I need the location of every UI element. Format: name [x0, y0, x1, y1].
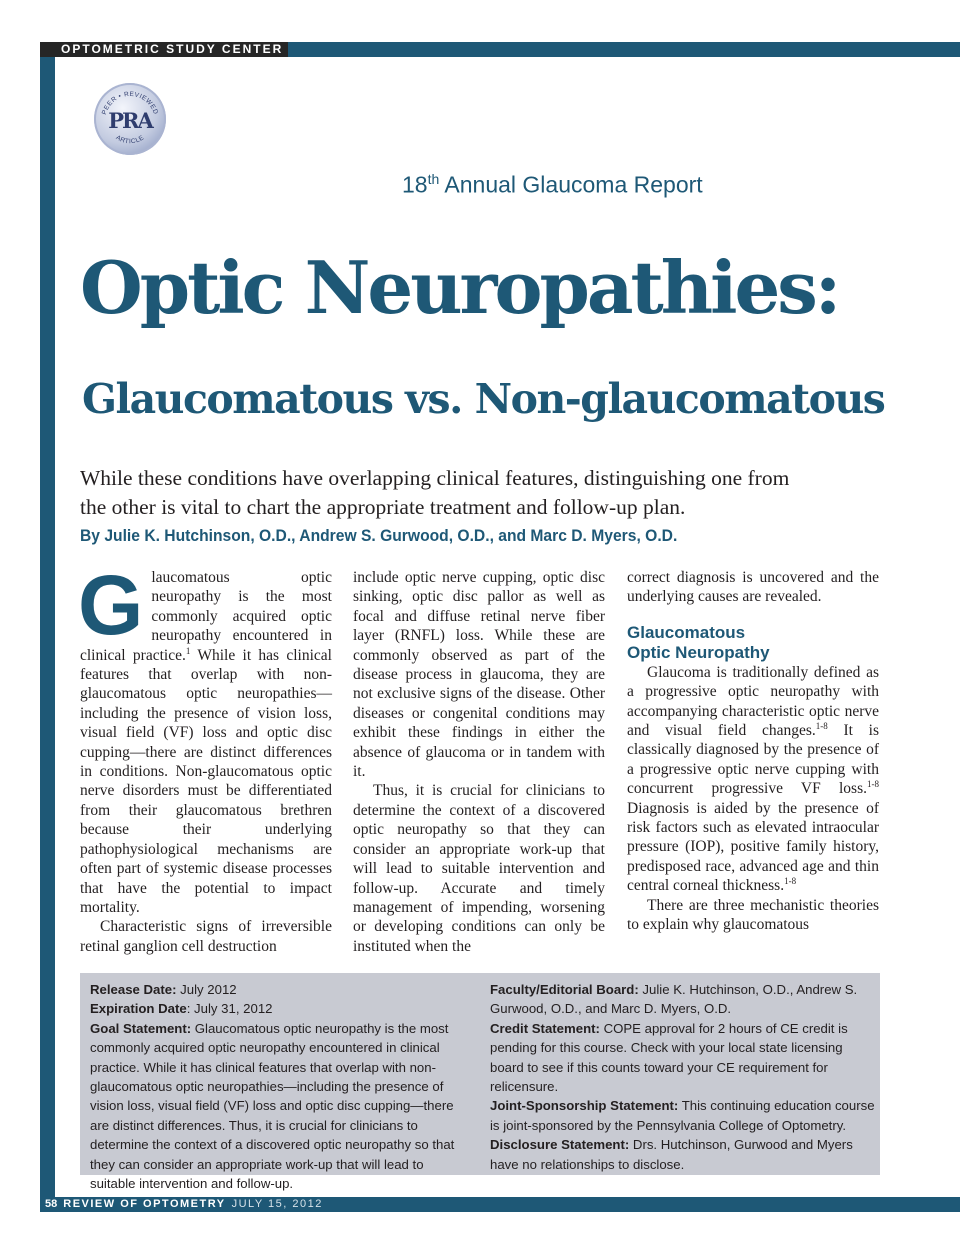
article-subtitle: Glaucomatous vs. Non-glaucomatous — [82, 375, 885, 423]
paragraph — [627, 663, 879, 896]
intro-paragraph — [78, 558, 332, 917]
faculty-board — [490, 980, 875, 1019]
expiration-date-label: Expiration Date — [90, 1001, 187, 1017]
section-label: OPTOMETRIC STUDY CENTER — [40, 42, 288, 57]
body-column-1 — [78, 558, 332, 956]
section-heading-line-2: Optic Neuropathy — [627, 642, 770, 662]
disclosure-statement-value: Drs. Hutchinson, Gurwood and Myers have no relationships to disclose. — [490, 1137, 853, 1172]
faculty-board-value: Julie K. Hutchinson, O.D., Andrew S. Gurwood, O.D., and Marc D. Myers, O.D. — [490, 982, 858, 1017]
reference-marker: 1 — [185, 645, 191, 656]
release-date-label: Release Date: — [90, 982, 177, 997]
paragraph: Thus, it is crucial for clinicians to determine the context of a discovered optic neuropathy so that they can consider an appropriate work-up that will lead to suitable intervention and follow-up. Accurate and timely management of impending, worsening or developing conditions can only be instituted when the — [353, 782, 605, 955]
issue-date: JULY 15, 2012 — [231, 1198, 323, 1210]
faculty-board-label: Faculty/Editorial Board: — [490, 982, 639, 997]
paragraph-text: It is classically diagnosed by the presence of a progressive optic nerve cupping with concurrent progressive VF loss. — [627, 722, 880, 798]
goal-statement-label: Goal Statement: — [90, 1020, 192, 1036]
badge-arc-bottom: ARTICLE — [114, 134, 146, 146]
report-number: 18 — [402, 171, 428, 198]
reference-marker: 1-8 — [815, 721, 828, 732]
disclosure-statement-label: Disclosure Statement: — [490, 1137, 630, 1153]
release-date-value: July 2012 — [176, 982, 237, 997]
reference-marker: 1-8 — [867, 779, 879, 790]
report-name: Annual Glaucoma Report — [439, 171, 703, 198]
badge-emblem — [94, 83, 166, 155]
left-rule — [40, 57, 55, 1197]
paragraph: include optic nerve cupping, optic disc sinking, optic disc pallor as well as focal and diffuse retinal nerve fiber layer (RNFL) loss. While these are commonly observed as part of the disease process in glaucoma, they are not exclusive signs of the disease. Other diseases or congenital conditions may exhibit these findings in either the absence of glaucoma or in tandem with it. — [353, 569, 605, 781]
section-heading — [627, 623, 879, 663]
svg-text:ARTICLE — [115, 134, 146, 145]
intro-text: laucomatous optic neuropathy is the most commonly acquired optic neuropathy encountered in clinical practice. — [80, 569, 332, 664]
credit-statement-label: Credit Statement: — [490, 1020, 600, 1036]
paragraph-text: Diagnosis is aided by the presence of risk factors such as elevated intraocular pressure (IOP), positive family history, predisposed race, advanced age and thin central corneal thickness. — [627, 799, 879, 895]
peer-reviewed-badge — [94, 83, 166, 155]
release-date — [90, 980, 470, 999]
intro-text-continued: While it has clinical features that overlap with non-glaucomatous optic neuropathies—including the presence of vision loss, visual field (VF) loss and optic disc cupping—there are distinct differences in conditions. Non-glaucomatous optic nerve disorders must be differentiated from their glaucomatous brethren because their underlying pathophysiological mechanisms are often part of systemic disease processes that have the potential to impact mortality. — [80, 646, 332, 916]
credit-statement — [490, 1019, 875, 1097]
ce-info-left — [90, 980, 470, 1193]
report-ordinal: th — [427, 171, 440, 187]
badge-monogram: PRA — [108, 108, 152, 133]
section-heading-line-1: Glaucomatous — [627, 622, 746, 642]
goal-statement-value: Glaucomatous optic neuropathy is the most commonly acquired optic neuropathy encountered in clinical practice. While it has clinical features that overlap with non-glaucomatous optic neuropathies—including the presence of vision loss, visual field (VF) loss and optic disc cupping—there are distinct differences. Thus, it is crucial for clinicians to determine the context of a discovered optic neuropathy so that they can consider an appropriate work-up that will lead to suitable intervention and follow-up. — [90, 1020, 455, 1192]
joint-sponsorship-value: This continuing education course is joint-sponsored by the Pennsylvania College of Optometry. — [490, 1098, 875, 1133]
reference-marker: 1-8 — [784, 876, 797, 887]
article-deck: While these conditions have overlapping clinical features, distinguishing one from the other is vital to chart the appropriate treatment and follow-up plan. — [80, 466, 790, 519]
paragraph: correct diagnosis is uncovered and the underlying causes are revealed. — [627, 569, 879, 606]
byline: By Julie K. Hutchinson, O.D., Andrew S. Gurwood, O.D., and Marc D. Myers, O.D. — [80, 526, 678, 545]
paragraph-text: Glaucoma is traditionally defined as a progressive optic neuropathy with accompanying characteristic optic nerve and visual field changes. — [627, 663, 879, 740]
badge-arc-top: PEER • REVIEWED — [100, 90, 160, 116]
folio — [40, 1197, 323, 1212]
goal-statement — [90, 1019, 470, 1194]
joint-sponsorship-statement — [490, 1096, 875, 1135]
drop-cap: G — [78, 558, 144, 652]
expiration-date-value: : July 31, 2012 — [186, 1001, 273, 1017]
page-number: 58 — [45, 1198, 58, 1210]
body-column-3 — [627, 568, 879, 935]
expiration-date — [90, 999, 470, 1018]
ce-info-box — [80, 973, 880, 1192]
body-column-2 — [353, 568, 605, 956]
article-title: Optic Neuropathies: — [80, 245, 839, 330]
paragraph: Characteristic signs of irreversible retinal ganglion cell destruction — [80, 918, 332, 955]
credit-statement-value: COPE approval for 2 hours of CE credit is pending for this course. Check with your local state licensing board to see if this counts toward your CE requirement for relicensure. — [490, 1020, 848, 1095]
disclosure-statement — [490, 1135, 875, 1174]
report-title — [402, 171, 703, 199]
magazine-name: REVIEW OF OPTOMETRY — [63, 1198, 226, 1210]
paragraph: There are three mechanistic theories to explain why glaucomatous — [627, 896, 879, 934]
ce-info-right — [490, 980, 875, 1174]
joint-sponsorship-label: Joint-Sponsorship Statement: — [490, 1098, 679, 1114]
